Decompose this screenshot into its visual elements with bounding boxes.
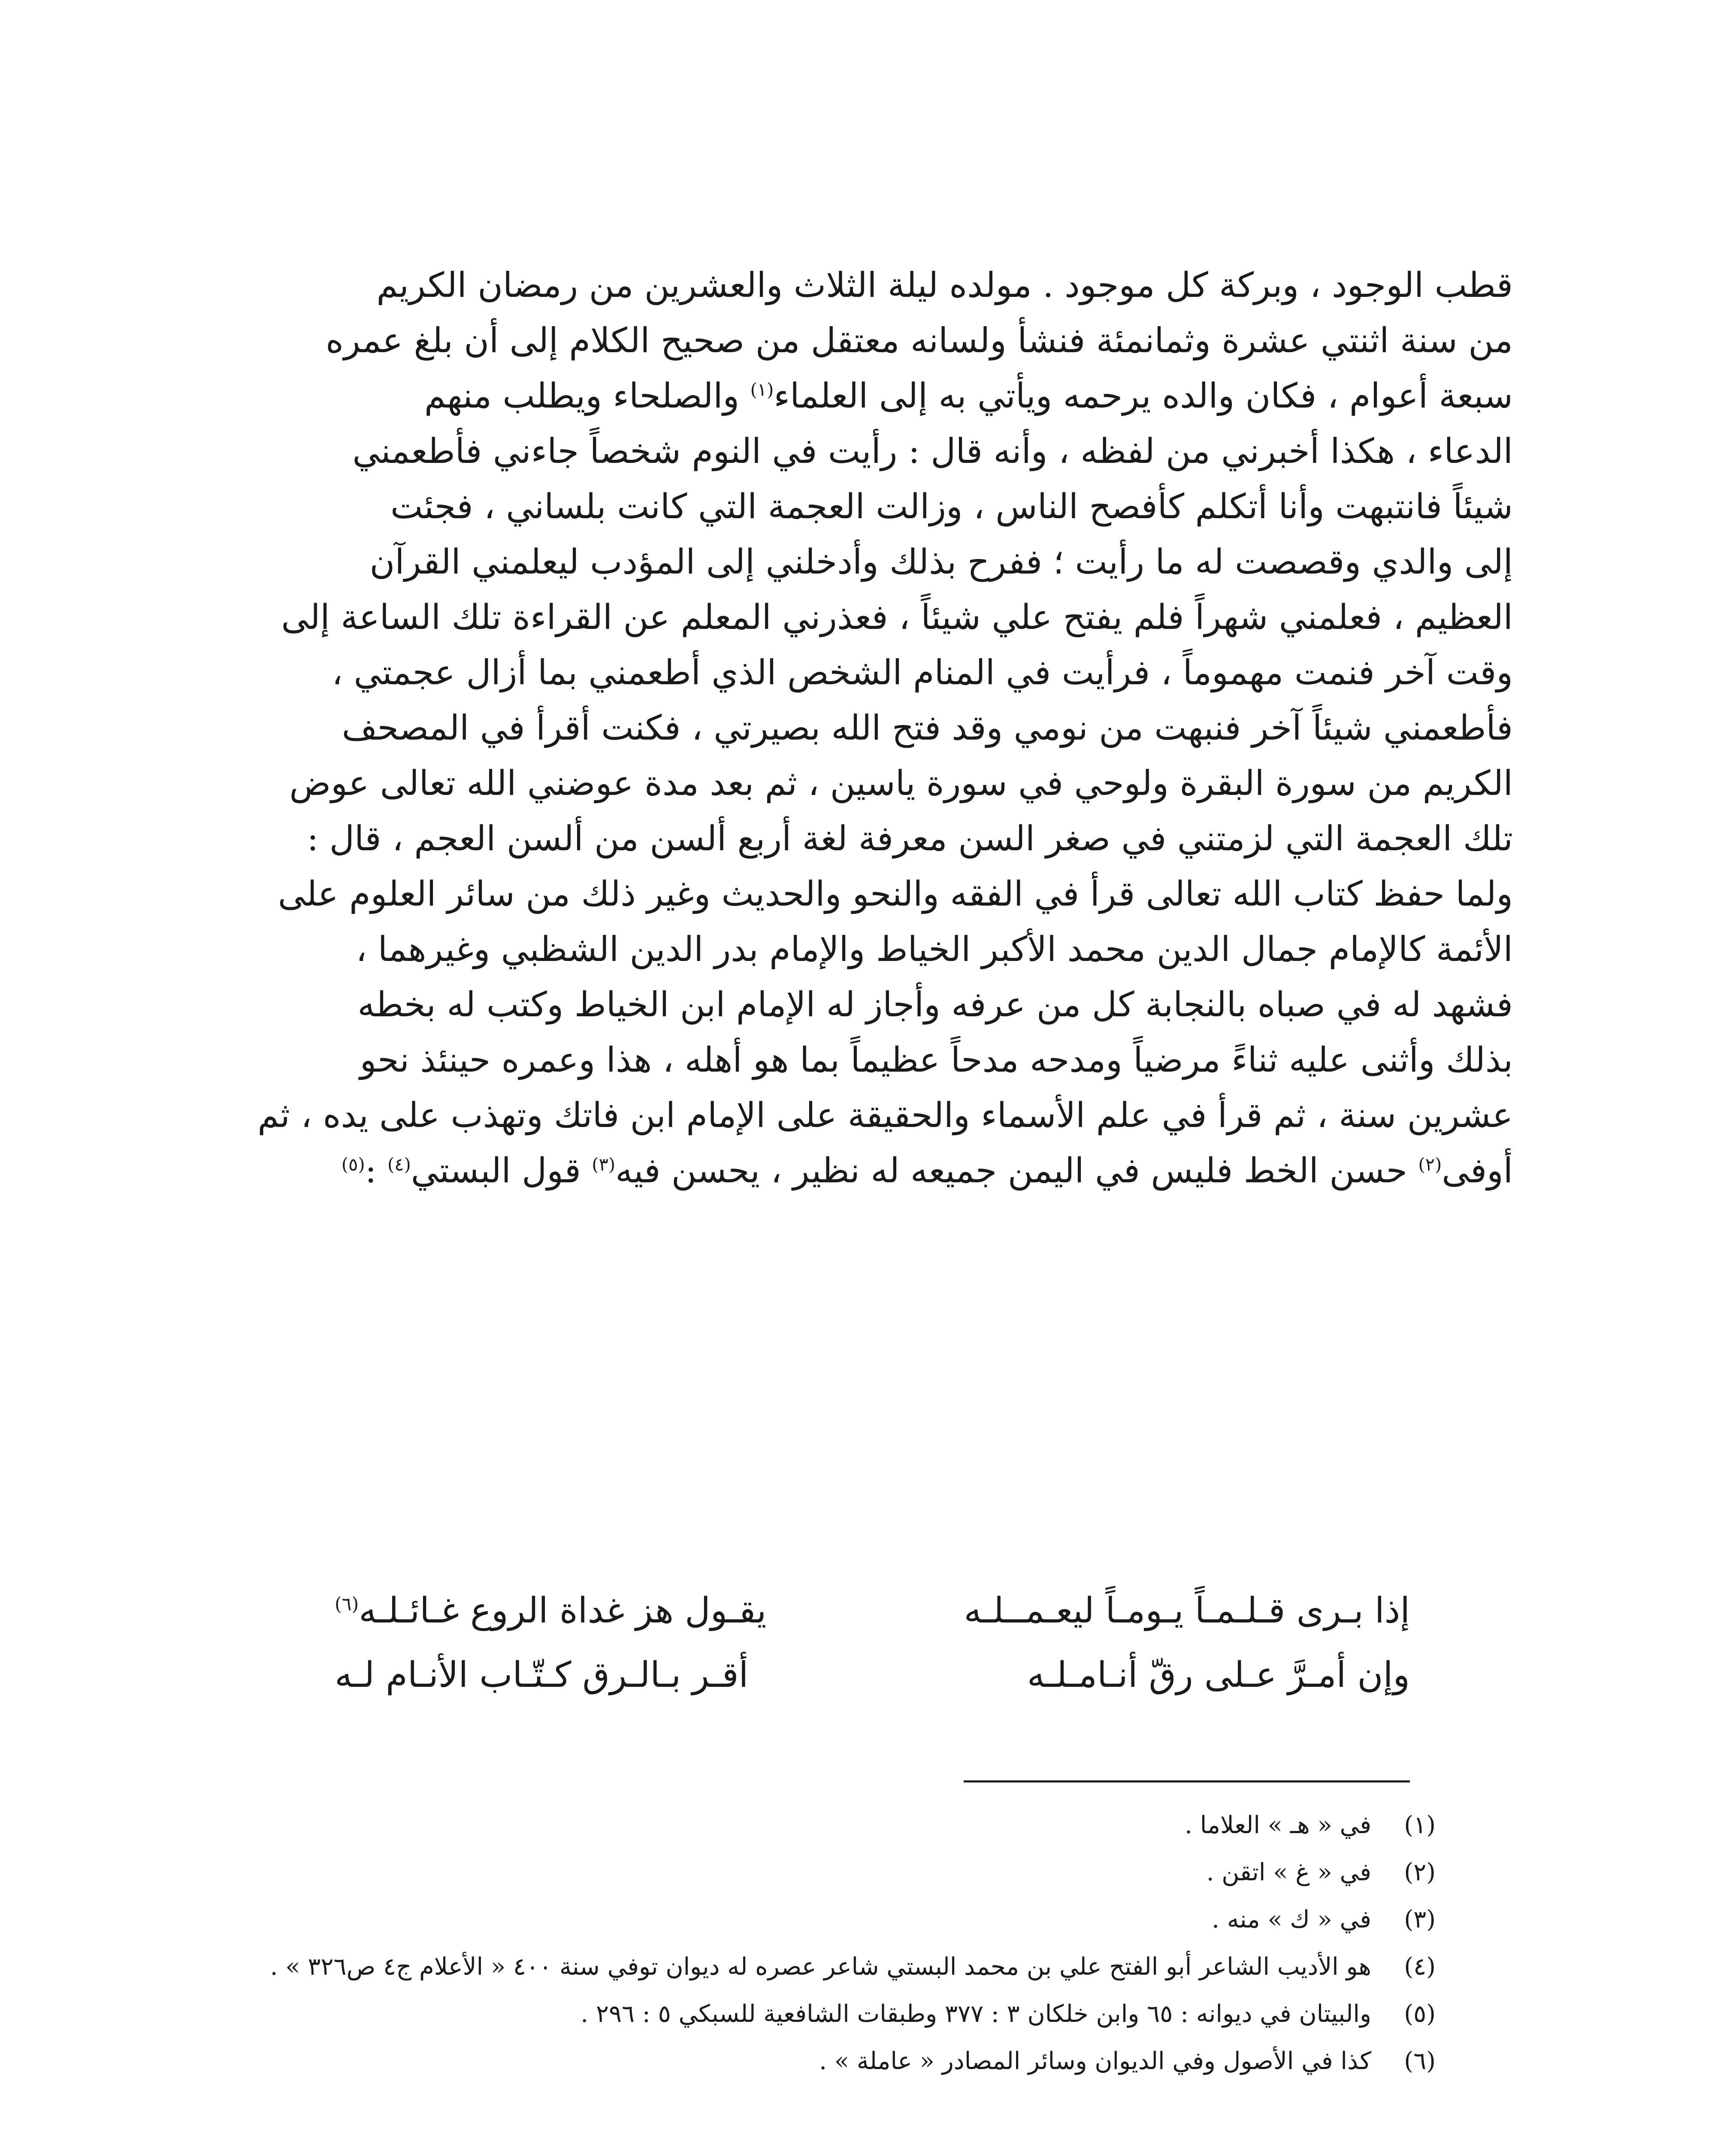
footnote-number: (٥) bbox=[1404, 2000, 1436, 2028]
text-line: الدعاء ، هكذا أخبرني من لفظه ، وأنه قال : رأيت في النوم شخصاً جاءني فأطعمني bbox=[352, 431, 1513, 471]
verse-second-hemistich: أقـر بـالـرق كـتّـاب الأنـام لـه bbox=[335, 1655, 749, 1695]
verse-block bbox=[335, 1579, 1410, 1707]
footnote-text: في « غ » اتقن . bbox=[1206, 1858, 1371, 1886]
footnote-ref: (٦) bbox=[335, 1593, 359, 1615]
footnotes bbox=[223, 1802, 1436, 2085]
footnote bbox=[223, 2038, 1436, 2085]
text-line: فشهد له في صباه بالنجابة كل من عرفه وأجاز له الإمام ابن الخياط وكتب له بخطه bbox=[357, 985, 1513, 1024]
footnote bbox=[223, 1896, 1436, 1943]
text-line: إلى والدي وقصصت له ما رأيت ؛ ففرح بذلك وأدخلني إلى المؤدب ليعلمني القرآن bbox=[369, 542, 1513, 582]
footnote bbox=[223, 1943, 1436, 1991]
text-line bbox=[223, 368, 1513, 423]
text-segment: : bbox=[365, 1151, 387, 1190]
footnote bbox=[223, 1991, 1436, 2038]
text-line: بذلك وأثنى عليه ثناءً مرضياً ومدحه مدحاً عظيماً بما هو أهله ، هذا وعمره حينئذ نحو bbox=[360, 1040, 1513, 1080]
text-segment: سبعة أعوام ، فكان والده يرحمه ويأتي به إلى العلماء bbox=[774, 376, 1513, 416]
footnote-divider bbox=[964, 1780, 1410, 1782]
footnote-ref: (٤) bbox=[387, 1154, 411, 1175]
main-text bbox=[223, 257, 1513, 1198]
text-line: من سنة اثنتي عشرة وثمانمئة فنشأ ولسانه معتقل من صحيح الكلام إلى أن بلغ عمره bbox=[326, 320, 1513, 360]
footnote-text: في « ك » منه . bbox=[1212, 1906, 1371, 1934]
text-line bbox=[223, 1143, 1513, 1198]
footnote-text: والبيتان في ديوانه : ٦٥ وابن خلكان ٣ : ٣٧٧ وطبقات الشافعية للسبكي ٥ : ٢٩٦ . bbox=[581, 2000, 1371, 2028]
verse-first-hemistich: وإن أمـرَّ عـلى رقّ أنـامـلـه bbox=[1027, 1655, 1410, 1695]
text-line: الكريم من سورة البقرة ولوحي في سورة ياسين ، ثم بعد مدة عوضني الله تعالى عوض bbox=[289, 763, 1513, 803]
text-segment: حسن الخط فليس في اليمن جميعه له نظير ، يحسن فيه bbox=[615, 1151, 1418, 1190]
text-segment: أوفى bbox=[1442, 1151, 1513, 1190]
footnote-number: (٤) bbox=[1404, 1953, 1436, 1981]
text-segment: قول البستي bbox=[411, 1151, 592, 1190]
footnote-text: كذا في الأصول وفي الديوان وسائر المصادر « عاملة » . bbox=[819, 2047, 1371, 2075]
footnote-ref: (٥) bbox=[341, 1154, 365, 1175]
verse-first-hemistich: إذا بـرى قـلـمـاً يـومـاً ليعـمــلـه bbox=[964, 1590, 1410, 1631]
footnote-ref: (٣) bbox=[592, 1154, 616, 1175]
text-line: شيئاً فانتبهت وأنا أتكلم كأفصح الناس ، وزالت العجمة التي كانت بلساني ، فجئت bbox=[390, 486, 1513, 526]
text-line: عشرين سنة ، ثم قرأ في علم الأسماء والحقيقة على الإمام ابن فاتك وتهذب على يده ، ثم bbox=[257, 1095, 1513, 1135]
verse-line bbox=[335, 1643, 1410, 1707]
verse-second-hemistich bbox=[335, 1579, 766, 1643]
text-segment: يقـول هز غداة الروع غـائـلـه bbox=[359, 1590, 767, 1631]
text-line: الأئمة كالإمام جمال الدين محمد الأكبر الخياط والإمام بدر الدين الشظبي وغيرهما ، bbox=[356, 929, 1513, 969]
text-line: وقت آخر فنمت مهموماً ، فرأيت في المنام الشخص الذي أطعمني بما أزال عجمتي ، bbox=[332, 653, 1513, 692]
footnote-number: (٣) bbox=[1404, 1906, 1436, 1934]
text-line: العظيم ، فعلمني شهراً فلم يفتح علي شيئاً ، فعذرني المعلم عن القراءة تلك الساعة إلى bbox=[281, 597, 1513, 637]
footnote-number: (١) bbox=[1404, 1811, 1436, 1839]
footnote-number: (٦) bbox=[1404, 2047, 1436, 2075]
footnote-number: (٢) bbox=[1404, 1858, 1436, 1886]
footnote-ref: (١) bbox=[750, 379, 774, 400]
text-segment: والصلحاء ويطلب منهم bbox=[424, 376, 750, 416]
text-line: قطب الوجود ، وبركة كل موجود . مولده ليلة الثلاث والعشرين من رمضان الكريم bbox=[376, 265, 1513, 305]
footnote-ref: (٢) bbox=[1418, 1154, 1442, 1175]
text-line: ولما حفظ كتاب الله تعالى قرأ في الفقه والنحو والحديث وغير ذلك من سائر العلوم على bbox=[278, 874, 1513, 914]
footnote-text: هو الأديب الشاعر أبو الفتح علي بن محمد البستي شاعر عصره له ديوان توفي سنة ٤٠٠ « الأعلام ج٤ ص٣٢٦ » . bbox=[270, 1953, 1371, 1981]
footnote bbox=[223, 1802, 1436, 1849]
text-line: تلك العجمة التي لزمتني في صغر السن معرفة لغة أربع ألسن من ألسن العجم ، قال : bbox=[307, 819, 1513, 858]
footnote-text: في « هـ » العلاما . bbox=[1185, 1811, 1371, 1839]
text-line: فأطعمني شيئاً آخر فنبهت من نومي وقد فتح الله بصيرتي ، فكنت أقرأ في المصحف bbox=[342, 708, 1513, 748]
footnote bbox=[223, 1849, 1436, 1896]
verse-line bbox=[335, 1579, 1410, 1643]
